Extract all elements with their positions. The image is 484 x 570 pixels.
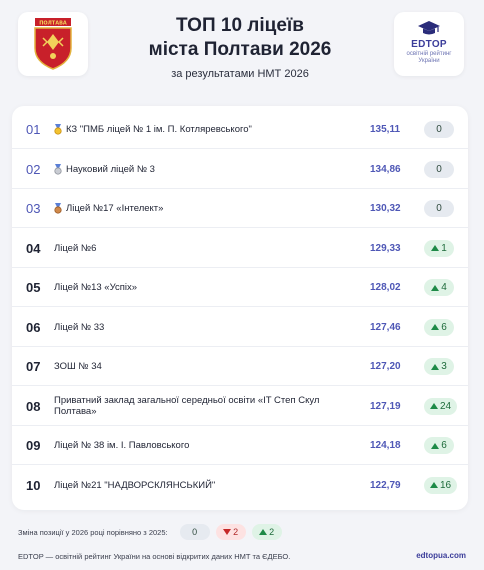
rank-number: 08 <box>26 398 41 414</box>
school-name-text: Науковий ліцей № 3 <box>66 163 155 175</box>
ranking-table <box>12 106 468 510</box>
arrow-up-icon <box>431 364 439 370</box>
school-name <box>54 347 344 386</box>
rank-number: 04 <box>26 240 41 256</box>
score-value: 130,32 <box>370 203 401 214</box>
school-name-text: Ліцей № 38 ім. І. Павловського <box>54 440 190 451</box>
title-line-1: ТОП 10 ліцеїв <box>176 15 304 36</box>
arrow-up-icon <box>430 403 438 409</box>
score-value: 124,18 <box>370 440 401 451</box>
arrow-up-icon <box>431 245 439 251</box>
table-row <box>12 466 468 505</box>
medal-bronze-icon <box>54 203 62 214</box>
arrow-down-icon <box>223 529 231 535</box>
legend-text: Зміна позиції у 2026 році порівняно з 2025: <box>18 527 168 537</box>
page-subtitle: за результатами НМТ 2026 <box>171 68 309 80</box>
table-row <box>12 387 468 426</box>
school-name <box>54 229 344 268</box>
medal-gold-icon <box>54 124 62 135</box>
legend <box>18 522 478 542</box>
arrow-up-icon <box>259 529 267 535</box>
school-name <box>54 110 344 149</box>
arrow-up-icon <box>431 324 439 330</box>
score-value: 135,11 <box>370 124 401 135</box>
school-name-text: Ліцей №13 «Успіх» <box>54 282 138 293</box>
rank-number: 07 <box>26 359 41 374</box>
title-line-2: міста Полтави 2026 <box>148 39 332 60</box>
legend-badge-up: 2 <box>252 524 282 540</box>
school-name-text: Ліцей №6 <box>54 242 97 254</box>
rank-number: 06 <box>26 319 41 335</box>
table-row <box>12 347 468 386</box>
school-name-text: Приватний заклад загальної середньої освіти «IT Степ Скул Полтава» <box>54 395 320 417</box>
rank-number: 09 <box>26 438 41 453</box>
arrow-up-icon <box>431 285 439 291</box>
school-name <box>54 466 344 505</box>
table-row <box>12 426 468 465</box>
school-name <box>54 268 344 307</box>
school-name-text: Ліцей № 33 <box>54 321 105 333</box>
graduation-cap-icon <box>394 19 464 39</box>
brand-name: EDTOP <box>411 39 447 50</box>
school-name-text: Ліцей №17 «Інтелект» <box>66 203 164 214</box>
score-value: 127,20 <box>370 361 401 372</box>
arrow-up-icon <box>430 482 438 488</box>
page-title <box>110 14 370 62</box>
position-change-badge: 16 <box>424 477 457 494</box>
position-change-badge: 0 <box>424 200 454 217</box>
legend-badge-zero: 0 <box>180 524 210 540</box>
poltava-crest-icon <box>31 18 75 70</box>
brand-tagline: освітній рейтинг України <box>406 51 452 64</box>
legend-badge-down: 2 <box>216 524 246 540</box>
arrow-up-icon <box>431 443 439 449</box>
position-change-badge: 1 <box>424 240 454 257</box>
rank-number: 10 <box>26 477 41 493</box>
table-row <box>12 189 468 228</box>
position-change-badge: 0 <box>424 161 454 178</box>
position-change-badge: 4 <box>424 279 454 296</box>
table-row <box>12 110 468 149</box>
position-change-badge: 6 <box>424 319 454 336</box>
position-change-badge: 6 <box>424 437 454 454</box>
table-row <box>12 268 468 307</box>
medal-silver-icon <box>54 164 62 175</box>
school-name-text: ЗОШ № 34 <box>54 361 102 372</box>
position-change-badge: 3 <box>424 358 454 375</box>
school-name <box>54 426 344 465</box>
table-row <box>12 308 468 347</box>
table-row <box>12 229 468 268</box>
position-change-badge: 24 <box>424 398 457 415</box>
score-value: 134,86 <box>370 163 401 175</box>
footer-link[interactable]: edtopua.com <box>416 551 466 560</box>
score-value: 127,19 <box>370 400 401 412</box>
header <box>0 0 484 100</box>
school-name-text: Ліцей №21 "НАДВОРСКЛЯНСЬКИЙ" <box>54 479 216 491</box>
footer-note: EDTOP — освітній рейтинг України на основі відкритих даних НМТ та ЄДЕБО. <box>18 552 291 561</box>
edtop-logo <box>394 12 464 76</box>
poltava-crest-logo <box>18 12 88 76</box>
score-value: 129,33 <box>370 242 401 254</box>
rank-number: 02 <box>26 161 41 177</box>
score-value: 122,79 <box>370 479 401 491</box>
svg-text:ПОЛТАВА: ПОЛТАВА <box>39 20 67 27</box>
position-change-badge: 0 <box>424 121 454 138</box>
school-name-text: КЗ "ПМБ ліцей № 1 ім. П. Котляревського" <box>66 124 252 135</box>
school-name <box>54 387 344 426</box>
score-value: 128,02 <box>370 282 401 293</box>
school-name <box>54 189 344 228</box>
score-value: 127,46 <box>370 321 401 333</box>
rank-number: 01 <box>26 122 41 137</box>
table-row <box>12 150 468 189</box>
school-name <box>54 308 344 347</box>
rank-number: 05 <box>26 280 41 295</box>
rank-number: 03 <box>26 201 41 216</box>
school-name <box>54 150 344 189</box>
